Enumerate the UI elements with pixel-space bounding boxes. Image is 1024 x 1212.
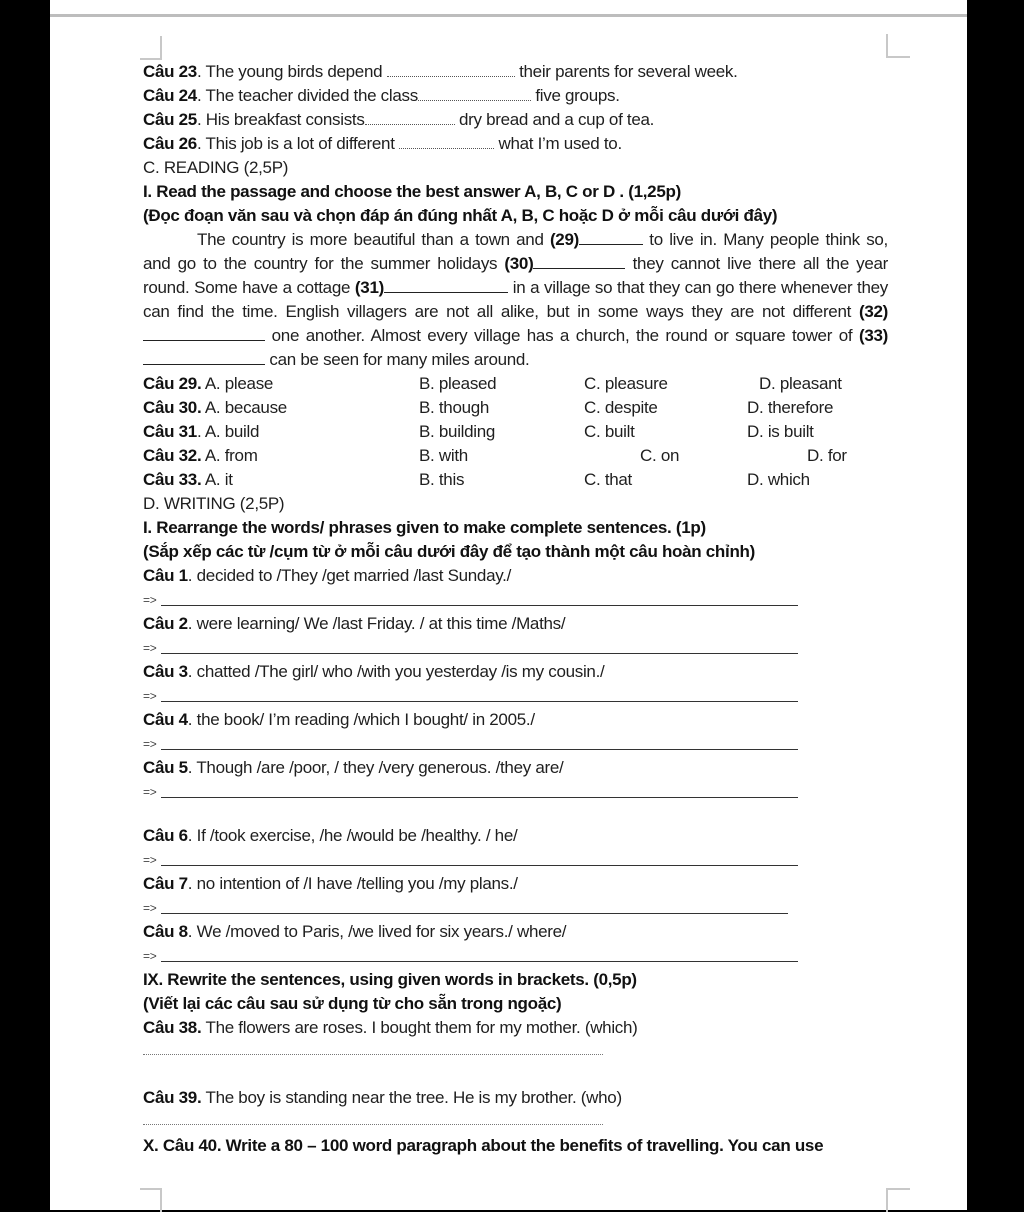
paragraph-task: X. Câu 40. Write a 80 – 100 word paragraph about the benefits of travelling. You can use [143, 1136, 824, 1155]
document-content [143, 60, 888, 1158]
blank-number-30: (30) [504, 254, 534, 273]
question-label: Câu 3 [143, 662, 188, 681]
answer-arrow: => [143, 785, 157, 799]
dotted-rule [143, 1054, 603, 1055]
option-a[interactable]: . A. build [196, 422, 260, 441]
passage-blank-31[interactable] [384, 278, 508, 293]
answer-arrow: => [143, 593, 157, 607]
option-a[interactable]: A. because [204, 398, 287, 417]
option-d[interactable]: D. which [747, 470, 810, 489]
option-a[interactable]: A. please [204, 374, 274, 393]
document-page [50, 0, 967, 1210]
passage-text: in a village so that they can go there whenever they can find the time. English villagers are not all alike, but in some ways they are not different [143, 278, 888, 321]
answer-line-2[interactable] [143, 636, 888, 660]
blank-number-32: (32) [858, 302, 888, 321]
passage-blank-32[interactable] [143, 326, 265, 341]
rearrange-item-2 [143, 612, 888, 636]
question-label: Câu 7 [143, 874, 188, 893]
question-24 [143, 84, 888, 108]
option-c[interactable]: C. on [640, 446, 680, 465]
question-label: Câu 8 [143, 922, 188, 941]
question-text-before: . The young birds depend [196, 62, 387, 81]
option-b[interactable]: B. building [419, 422, 496, 441]
dotted-rule [143, 1124, 603, 1125]
answer-line-7[interactable] [143, 896, 888, 920]
blank-number-33: (33) [858, 326, 888, 345]
question-text-after: what I’m used to. [494, 134, 622, 153]
answer-rule [161, 749, 798, 750]
passage-text: they cannot live there all the year round. Some have a cottage [143, 254, 889, 297]
crop-mark-bottom-left [140, 1188, 162, 1212]
question-text-after: five groups. [530, 86, 620, 105]
rearrange-item-6 [143, 824, 888, 848]
rearrange-item-1 [143, 564, 888, 588]
passage-text: to live in. Many people think so, and go to the country for the summer holidays [143, 230, 888, 273]
question-33-options [143, 468, 888, 492]
question-label: Câu 38. [143, 1018, 202, 1037]
rewrite-item-39 [143, 1086, 888, 1110]
passage-blank-29[interactable] [579, 230, 643, 245]
answer-arrow: => [143, 901, 157, 915]
answer-rule [161, 797, 798, 798]
question-text: . no intention of /I have /telling you /my plans./ [187, 874, 518, 893]
answer-arrow: => [143, 853, 157, 867]
crop-mark-bottom-right [886, 1188, 910, 1212]
question-text-before: . His breakfast consists [196, 110, 365, 129]
question-text-after: dry bread and a cup of tea. [454, 110, 655, 129]
option-c[interactable]: C. that [584, 470, 632, 489]
rearrange-item-7 [143, 872, 888, 896]
reading-instruction-vi: (Đọc đoạn văn sau và chọn đáp án đúng nhất A, B, C hoặc D ở mỗi câu dưới đây) [143, 206, 778, 225]
answer-rule [161, 701, 798, 702]
option-b[interactable]: B. though [419, 398, 490, 417]
question-text-before: . The teacher divided the class [196, 86, 418, 105]
question-label: Câu 31 [143, 422, 197, 441]
option-b[interactable]: B. pleased [419, 374, 497, 393]
reading-passage [143, 228, 888, 372]
rewrite-item-38 [143, 1016, 888, 1040]
answer-arrow: => [143, 737, 157, 751]
page-top-divider [50, 14, 967, 17]
question-text: . If /took exercise, /he /would be /healthy. / he/ [187, 826, 518, 845]
question-29-options [143, 372, 888, 396]
answer-rule [161, 913, 788, 914]
passage-text: one another. Almost every village has a church, the round or square tower of [265, 326, 859, 345]
question-label: Câu 4 [143, 710, 188, 729]
question-32-options [143, 444, 888, 468]
question-text: The flowers are roses. I bought them for my mother. (which) [201, 1018, 638, 1037]
rewrite-instruction-en: IX. Rewrite the sentences, using given words in brackets. (0,5p) [143, 970, 637, 989]
answer-blank[interactable] [387, 62, 515, 77]
answer-rule [161, 653, 798, 654]
question-text: The boy is standing near the tree. He is my brother. (who) [201, 1088, 622, 1107]
option-a[interactable]: A. from [204, 446, 258, 465]
rearrange-item-8 [143, 920, 888, 944]
answer-line-1[interactable] [143, 588, 888, 612]
answer-line-6[interactable] [143, 848, 888, 872]
answer-blank[interactable] [399, 134, 494, 149]
question-31-options [143, 420, 888, 444]
question-text: . decided to /They /get married /last Sunday./ [187, 566, 512, 585]
question-text: . the book/ I’m reading /which I bought/ in 2005./ [187, 710, 535, 729]
question-label: Câu 30. [143, 398, 202, 417]
question-label: Câu 1 [143, 566, 188, 585]
question-26 [143, 132, 888, 156]
option-b[interactable]: B. this [419, 470, 465, 489]
answer-rule [161, 865, 798, 866]
answer-dotted-line-38[interactable] [143, 1040, 888, 1074]
question-text: . chatted /The girl/ who /with you yesterday /is my cousin./ [187, 662, 605, 681]
answer-arrow: => [143, 689, 157, 703]
answer-line-5[interactable] [143, 780, 888, 804]
option-b[interactable]: B. with [419, 446, 468, 465]
passage-text: The country is more beautiful than a town and [197, 230, 550, 249]
rearrange-item-3 [143, 660, 888, 684]
blank-number-29: (29) [549, 230, 579, 249]
question-label: Câu 32. [143, 446, 202, 465]
question-text: . were learning/ We /last Friday. / at this time /Maths/ [187, 614, 566, 633]
answer-dotted-line-39[interactable] [143, 1110, 888, 1134]
question-label: Câu 29. [143, 374, 202, 393]
question-label: Câu 26 [143, 134, 197, 153]
answer-line-8[interactable] [143, 944, 888, 968]
passage-blank-33[interactable] [143, 350, 265, 365]
question-text-before: . This job is a lot of different [196, 134, 400, 153]
spacer [143, 1074, 888, 1086]
option-d[interactable]: D. is built [747, 422, 814, 441]
passage-text: can be seen for many miles around. [265, 350, 530, 369]
option-c[interactable]: C. pleasure [584, 374, 668, 393]
question-text-after: their parents for several week. [514, 62, 738, 81]
option-c[interactable]: C. despite [584, 398, 658, 417]
answer-line-3[interactable] [143, 684, 888, 708]
question-label: Câu 39. [143, 1088, 202, 1107]
answer-rule [161, 605, 798, 606]
answer-arrow: => [143, 949, 157, 963]
writing-instruction-vi: (Sắp xếp các từ /cụm từ ở mỗi câu dưới đây để tạo thành một câu hoàn chỉnh) [143, 542, 755, 561]
writing-section-title: D. WRITING (2,5P) [143, 494, 285, 513]
question-30-options [143, 396, 888, 420]
option-d[interactable]: D. therefore [747, 398, 834, 417]
crop-mark-top-left [140, 36, 162, 60]
question-label: Câu 2 [143, 614, 188, 633]
rewrite-instruction-vi: (Viết lại các câu sau sử dụng từ cho sẵn trong ngoặc) [143, 994, 562, 1013]
answer-rule [161, 961, 798, 962]
reading-section-title: C. READING (2,5P) [143, 158, 289, 177]
question-label: Câu 24 [143, 86, 197, 105]
question-text: . Though /are /poor, / they /very generous. /they are/ [187, 758, 564, 777]
option-d[interactable]: D. pleasant [759, 374, 842, 393]
option-d[interactable]: D. for [807, 446, 847, 465]
passage-blank-30[interactable] [533, 254, 625, 269]
rearrange-item-5 [143, 756, 888, 780]
answer-arrow: => [143, 641, 157, 655]
reading-instruction-en: I. Read the passage and choose the best answer A, B, C or D . (1,25p) [143, 182, 681, 201]
option-a[interactable]: A. it [204, 470, 233, 489]
writing-instruction-en: I. Rearrange the words/ phrases given to make complete sentences. (1p) [143, 518, 706, 537]
question-23 [143, 60, 888, 84]
question-label: Câu 5 [143, 758, 188, 777]
question-label: Câu 6 [143, 826, 188, 845]
question-label: Câu 25 [143, 110, 197, 129]
question-label: Câu 23 [143, 62, 197, 81]
crop-mark-top-right [886, 34, 910, 58]
spacer [143, 804, 888, 824]
option-c[interactable]: C. built [584, 422, 635, 441]
rearrange-item-4 [143, 708, 888, 732]
answer-blank[interactable] [365, 110, 455, 125]
question-25 [143, 108, 888, 132]
blank-number-31: (31) [354, 278, 384, 297]
answer-line-4[interactable] [143, 732, 888, 756]
question-label: Câu 33. [143, 470, 202, 489]
question-text: . We /moved to Paris, /we lived for six years./ where/ [187, 922, 567, 941]
answer-blank[interactable] [418, 86, 531, 101]
